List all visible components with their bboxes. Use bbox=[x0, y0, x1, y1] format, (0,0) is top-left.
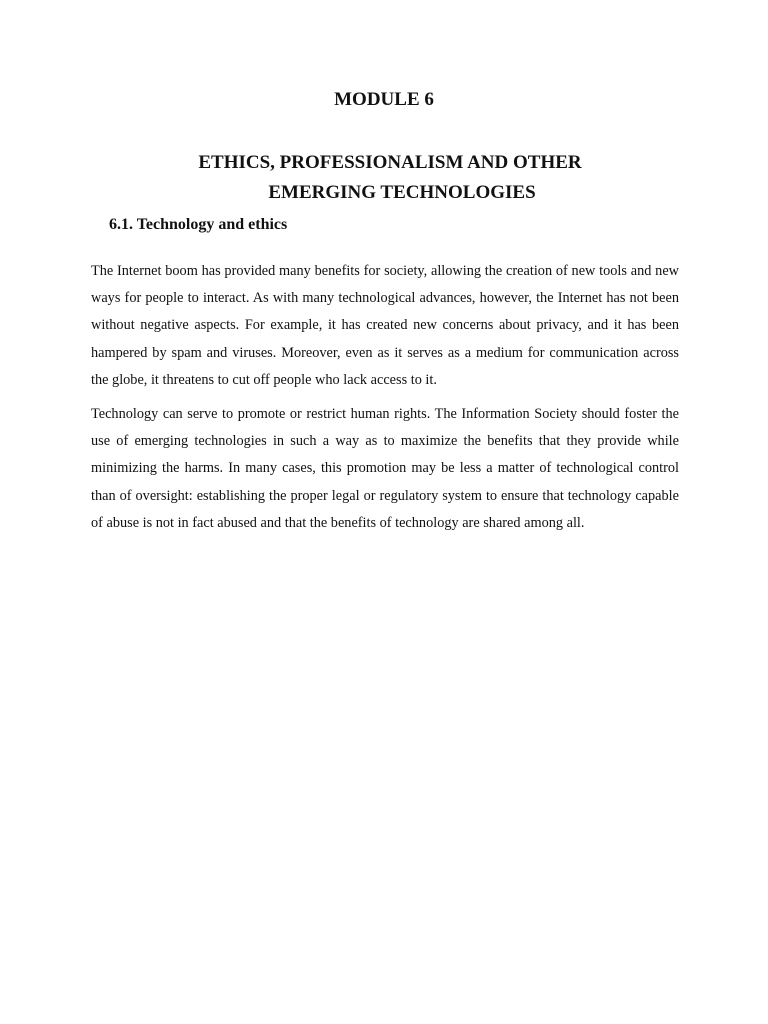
body-paragraph-2: Technology can serve to promote or restrict human rights. The Information Society should foster the use of emerging technologies in such a way as to maximize the benefits that they provide while minimizing the harms. In many cases, this promotion may be less a matter of technological control than of oversight: establishing the proper legal or regulatory system to ensure that technology capable of abuse is not in fact abused and that the benefits of technology are shared among all. bbox=[91, 406, 679, 531]
body-paragraph-1: The Internet boom has provided many benefits for society, allowing the creation of new tools and new ways for people to interact. As with many technological advances, however, the Internet has not been without negative aspects. For example, it has created new concerns about privacy, and it has been hampered by spam and viruses. Moreover, even as it serves as a medium for communication across the globe, it threatens to cut off people who lack access to it. bbox=[91, 263, 679, 388]
section-heading: 6.1. Technology and ethics bbox=[109, 216, 288, 233]
chapter-title-line-2: EMERGING TECHNOLOGIES bbox=[268, 182, 536, 203]
chapter-title-line-1: ETHICS, PROFESSIONALISM AND OTHER bbox=[198, 152, 582, 173]
module-title: MODULE 6 bbox=[334, 89, 434, 110]
chapter-title bbox=[170, 148, 610, 208]
